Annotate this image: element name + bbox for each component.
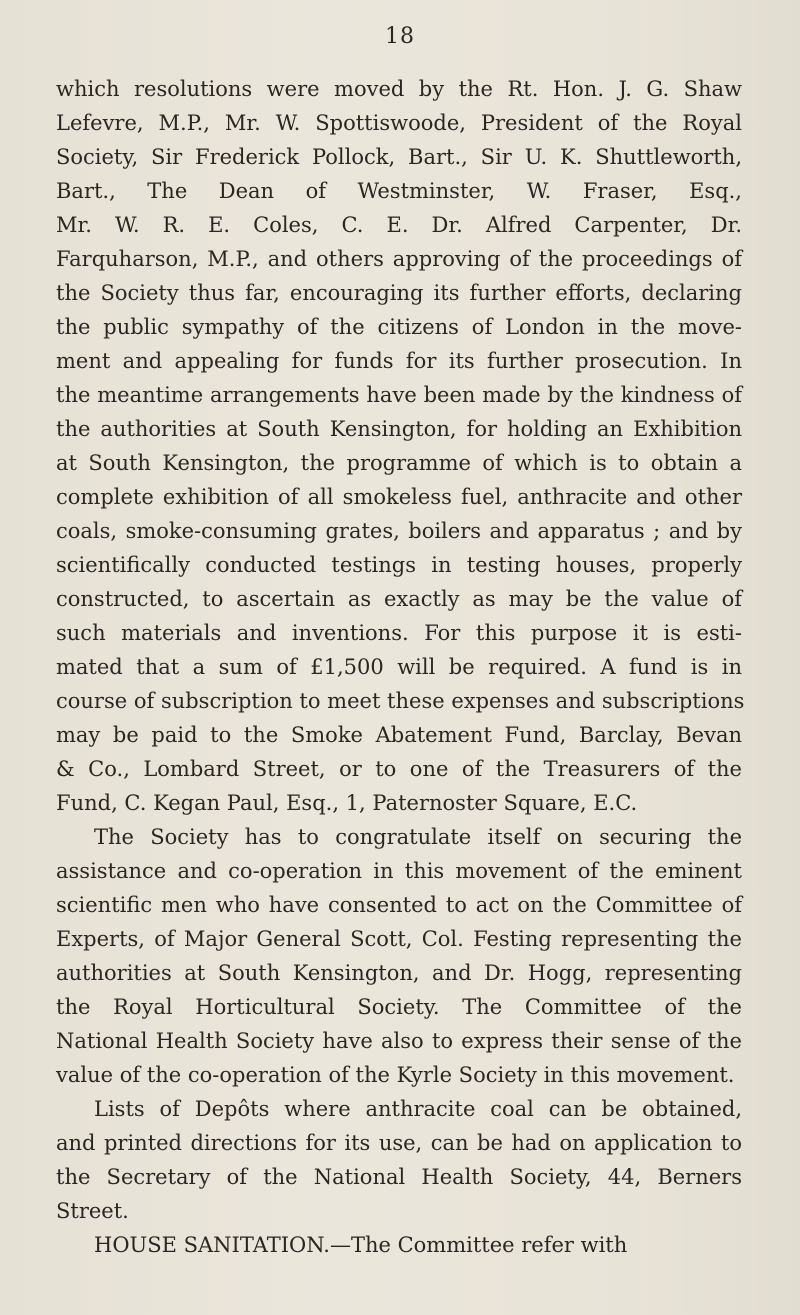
text-line: complete exhibition of all smokeless fuel, anthracite and other (56, 485, 742, 509)
text-line: & Co., Lombard Street, or to one of the Treasurers of the (56, 757, 742, 781)
text-line: value of the co-operation of the Kyrle Society in this movement. (56, 1063, 735, 1087)
text-line: Bart., The Dean of Westminster, W. Fraser, Esq., (56, 179, 742, 203)
text-line: authorities at South Kensington, and Dr. Hogg, representing (56, 961, 742, 985)
text-line: and printed directions for its use, can be had on application to (56, 1131, 742, 1155)
text-line: course of subscription to meet these expenses and subscriptions (56, 689, 745, 713)
text-line: may be paid to the Smoke Abatement Fund, Barclay, Bevan (56, 723, 742, 747)
text-line: the authorities at South Kensington, for holding an Exhibition (56, 417, 742, 441)
text-line: mated that a sum of £1,500 will be required. A fund is in (56, 655, 742, 679)
text-line: Mr. W. R. E. Coles, C. E. Dr. Alfred Carpenter, Dr. (56, 213, 742, 237)
text-line: which resolutions were moved by the Rt. Hon. J. G. Shaw (56, 77, 742, 101)
text-line: the Society thus far, encouraging its further efforts, declaring (56, 281, 742, 305)
text-line: at South Kensington, the programme of which is to obtain a (56, 451, 742, 475)
text-line: Fund, C. Kegan Paul, Esq., 1, Paternoster Square, E.C. (56, 791, 638, 815)
text-line: coals, smoke-consuming grates, boilers and apparatus ; and by (56, 519, 742, 543)
text-line: Experts, of Major General Scott, Col. Festing representing the (56, 927, 742, 951)
text-line: the Secretary of the National Health Society, 44, Berners (56, 1165, 742, 1189)
text-line: scientific men who have consented to act on the Committee of (56, 893, 742, 917)
body-text (56, 72, 745, 1262)
text-line: Street. (56, 1199, 129, 1223)
section-heading-line: HOUSE SANITATION.—The Committee refer with (94, 1233, 628, 1257)
text-line: assistance and co-operation in this movement of the eminent (56, 859, 742, 883)
text-line: Farquharson, M.P., and others approving of the proceedings of (56, 247, 742, 271)
text-line: Society, Sir Frederick Pollock, Bart., Sir U. K. Shuttleworth, (56, 145, 742, 169)
text-line: National Health Society have also to express their sense of the (56, 1029, 742, 1053)
text-line: Lists of Depôts where anthracite coal can be obtained, (94, 1097, 742, 1121)
text-line: scientifically conducted testings in testing houses, properly (56, 553, 742, 577)
text-line: the public sympathy of the citizens of London in the move- (56, 315, 742, 339)
text-line: Lefevre, M.P., Mr. W. Spottiswoode, President of the Royal (56, 111, 742, 135)
text-line: constructed, to ascertain as exactly as may be the value of (56, 587, 742, 611)
text-line: the Royal Horticultural Society. The Committee of the (56, 995, 742, 1019)
page-number: 18 (385, 24, 415, 49)
text-line: ment and appealing for funds for its further prosecution. In (56, 349, 742, 373)
text-line: The Society has to congratulate itself on securing the (94, 825, 742, 849)
text-line: the meantime arrangements have been made by the kindness of (56, 383, 742, 407)
text-line: such materials and inventions. For this purpose it is esti- (56, 621, 742, 645)
